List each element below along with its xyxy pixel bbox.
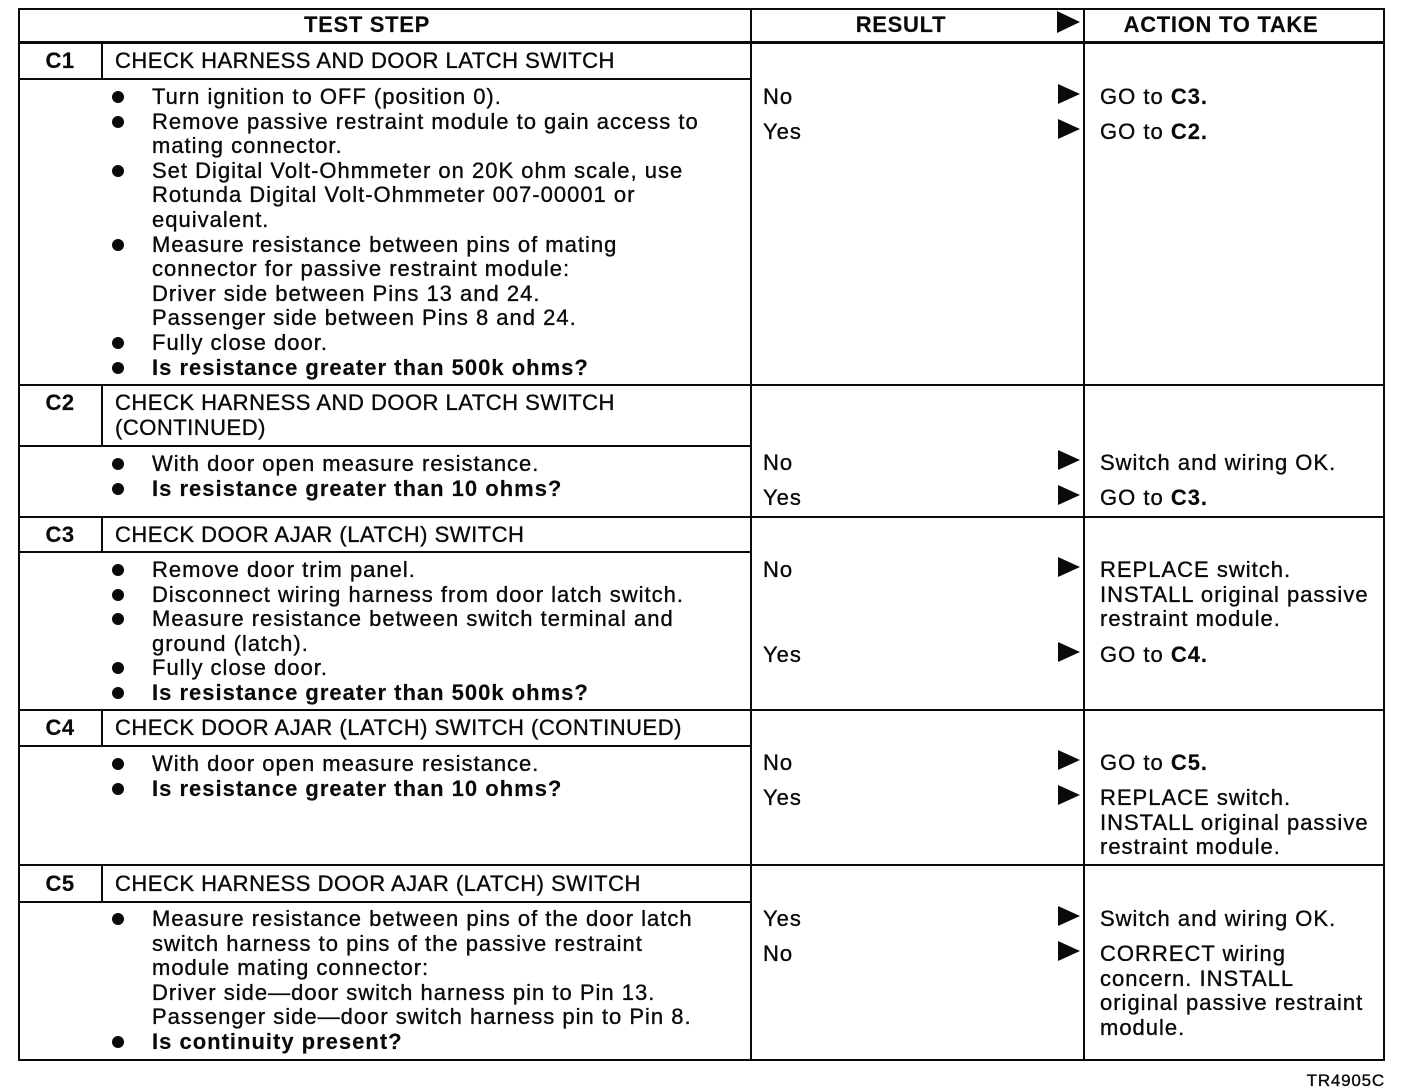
result-label: No [763,750,794,775]
instruction-item [152,656,684,681]
action-text [1100,786,1369,860]
result-label: Yes [763,485,802,510]
step-title [115,391,615,440]
instruction-line: Fully close door. [152,655,328,681]
bullet-dot [112,1036,124,1048]
action-prefix: GO to [1100,642,1164,667]
arrow-icon [1058,750,1080,770]
column-header-result: RESULT [855,12,947,37]
step-id: C5 [45,871,75,896]
action-target-step: C5. [1170,750,1209,775]
table-rule [18,516,1385,518]
action-text [1100,85,1208,110]
arrow-icon [1057,11,1080,33]
instruction-item [152,452,562,477]
instruction-list [152,452,562,501]
step-title-line: (CONTINUED) [115,414,266,440]
instruction-line: Measure resistance between pins of mating [152,231,618,257]
table-rule [18,864,1385,866]
step-title-line: CHECK DOOR AJAR (LATCH) SWITCH [115,522,525,547]
step-id: C1 [45,48,75,73]
table-rule [18,384,1385,386]
bullet-dot [112,589,124,601]
instruction-item [152,85,699,110]
table-rule [18,745,752,747]
bullet-dot [112,483,124,495]
instruction-item [152,583,684,608]
instruction-line: Remove door trim panel. [152,557,416,582]
instruction-line: Fully close door. [152,329,328,355]
arrow-icon [1058,785,1080,805]
instruction-line: Measure resistance between pins of the door latch [152,906,693,931]
result-label: No [763,450,794,475]
step-title [115,716,682,741]
instruction-line: Rotunda Digital Volt-Ohmmeter 007-00001 or [152,182,636,208]
arrow-icon [1058,119,1080,139]
table-rule [18,551,752,553]
table-rule [18,445,752,447]
action-prefix: GO to [1100,84,1164,109]
action-target-step: C3. [1170,84,1209,109]
step-id: C4 [45,715,75,740]
result-label: Yes [763,785,802,810]
action-line: original passive restraint [1100,990,1364,1016]
action-text [1100,558,1369,632]
step-id: C2 [45,390,75,415]
arrow-icon [1058,906,1080,926]
table-rule [18,709,1385,711]
action-line: concern. INSTALL [1100,965,1295,991]
result-label: No [763,557,794,582]
instruction-list [152,752,562,801]
step-title-line: CHECK HARNESS DOOR AJAR (LATCH) SWITCH [115,871,641,896]
bullet-dot [112,913,124,925]
bullet-dot [112,165,124,177]
bullet-dot [112,458,124,470]
arrow-icon [1058,642,1080,662]
action-text [1100,451,1336,476]
action-text [1100,942,1363,1040]
column-header-test-step: TEST STEP [303,12,431,37]
instruction-question: Is resistance greater than 500k ohms? [152,679,589,705]
result-label: No [763,941,794,966]
instruction-line: connector for passive restraint module: [152,256,571,282]
instruction-line: Passenger side between Pins 8 and 24. [152,305,577,331]
bullet-dot [112,613,124,625]
step-title-line: CHECK HARNESS AND DOOR LATCH SWITCH [115,48,615,73]
result-label: No [763,84,794,109]
table-rule [18,8,1385,10]
action-prefix: GO to [1100,485,1164,510]
action-line: restraint module. [1100,606,1281,632]
instruction-item [152,907,693,1030]
instruction-item [152,558,684,583]
result-label: Yes [763,642,802,667]
bullet-dot [112,91,124,103]
step-title [115,49,615,74]
table-rule [18,41,1385,44]
action-prefix: GO to [1100,750,1164,775]
bullet-dot [112,239,124,251]
instruction-line: switch harness to pins of the passive restraint [152,930,643,956]
action-line: REPLACE switch. [1100,785,1292,810]
instruction-item [152,681,684,706]
instruction-item [152,331,699,356]
action-target-step: C4. [1170,642,1209,667]
action-text [1100,907,1336,932]
instruction-item [152,1030,693,1055]
bullet-dot [112,564,124,576]
instruction-question: Is resistance greater than 10 ohms? [152,775,563,801]
instruction-item [152,110,699,159]
action-line: Switch and wiring OK. [1100,450,1337,475]
table-rule [1083,8,1085,1061]
instruction-line: Driver side—door switch harness pin to Pin 13. [152,979,656,1005]
instruction-line: ground (latch). [152,630,309,656]
instruction-line: With door open measure resistance. [152,451,540,476]
result-label: Yes [763,906,802,931]
bullet-dot [112,337,124,349]
action-target-step: C2. [1170,119,1209,144]
instruction-line: Disconnect wiring harness from door latch switch. [152,581,684,607]
instruction-item [152,477,562,502]
action-prefix: GO to [1100,119,1164,144]
action-line: REPLACE switch. [1100,557,1292,582]
action-text [1100,120,1208,145]
bullet-dot [112,783,124,795]
step-title [115,872,641,897]
instruction-list [152,85,699,380]
action-line: Switch and wiring OK. [1100,906,1337,931]
instruction-item [152,356,699,381]
bullet-dot [112,758,124,770]
arrow-icon [1058,557,1080,577]
action-text [1100,643,1208,668]
table-rule [1383,8,1385,1061]
action-text [1100,751,1208,776]
instruction-list [152,558,684,706]
step-title-line: CHECK DOOR AJAR (LATCH) SWITCH (CONTINUED) [115,715,682,740]
action-line: restraint module. [1100,834,1281,860]
action-line: INSTALL original passive [1100,809,1369,835]
instruction-list [152,907,693,1055]
action-line: module. [1100,1014,1186,1040]
action-line: INSTALL original passive [1100,581,1369,607]
instruction-line: Driver side between Pins 13 and 24. [152,280,541,306]
instruction-line: module mating connector: [152,955,430,981]
instruction-item [152,607,684,656]
table-rule [18,901,752,903]
instruction-question: Is resistance greater than 500k ohms? [152,354,589,380]
instruction-item [152,159,699,233]
instruction-line: Remove passive restraint module to gain access to [152,108,699,134]
instruction-question: Is continuity present? [152,1028,403,1054]
bullet-dot [112,362,124,374]
table-rule [750,8,752,1061]
column-header-action-to-take: ACTION TO TAKE [1123,12,1319,37]
instruction-item [152,233,699,331]
bullet-dot [112,662,124,674]
action-target-step: C3. [1170,485,1209,510]
instruction-line: With door open measure resistance. [152,751,540,776]
step-id: C3 [45,522,75,547]
instruction-line: mating connector. [152,133,343,159]
arrow-icon [1058,450,1080,470]
bullet-dot [112,116,124,128]
bullet-dot [112,687,124,699]
arrow-icon [1058,485,1080,505]
instruction-line: Measure resistance between switch terminal and [152,606,674,632]
table-rule [18,78,752,80]
arrow-icon [1058,84,1080,104]
instruction-line: Set Digital Volt-Ohmmeter on 20K ohm scale, use [152,157,684,183]
instruction-question: Is resistance greater than 10 ohms? [152,475,563,501]
instruction-line: Turn ignition to OFF (position 0). [152,84,502,109]
result-label: Yes [763,119,802,144]
step-title [115,523,524,548]
arrow-icon [1058,941,1080,961]
figure-code: TR4905C [1306,1071,1385,1090]
table-rule [18,1059,1385,1061]
action-text [1100,486,1208,511]
instruction-line: equivalent. [152,206,270,232]
instruction-item [152,777,562,802]
step-title-line: CHECK HARNESS AND DOOR LATCH SWITCH [115,390,615,415]
action-line: CORRECT wiring [1100,941,1286,966]
instruction-item [152,752,562,777]
instruction-line: Passenger side—door switch harness pin to Pin 8. [152,1004,692,1030]
